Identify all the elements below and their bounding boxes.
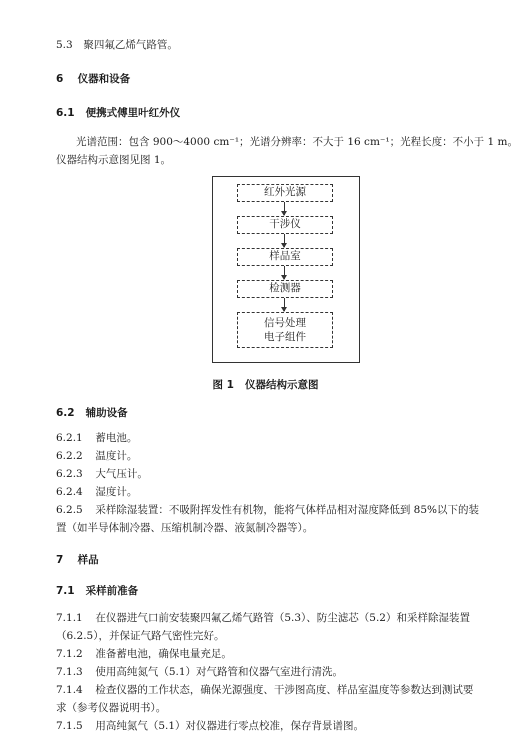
heading-number: 6.1: [56, 107, 75, 119]
box-detector: 检测器: [237, 280, 333, 298]
heading-number: 6: [56, 73, 64, 85]
heading-6-1: [56, 106, 180, 120]
clause-number: 6.2.1: [56, 432, 83, 444]
clause-number: 6.2.2: [56, 450, 83, 462]
figure-caption: [0, 377, 531, 392]
heading-text: 便携式傅里叶红外仪: [85, 107, 181, 119]
clause-6-2-5-cont: 置（如半导体制冷器、压缩机制冷器、液氮制冷器等）。: [56, 522, 314, 534]
paragraph-spectrum-specs: 光谱范围：包含 900～4000 cm⁻¹；光谱分辨率：不大于 16 cm⁻¹；光程长度：不小于 1 m。: [76, 136, 518, 148]
clause-number: 6.2.5: [56, 504, 83, 516]
clause-text: 在仪器进气口前安装聚四氟乙烯气路管（5.3）、防尘滤芯（5.2）和采样除湿装置: [95, 612, 470, 624]
clause-text: 大气压计。: [95, 468, 148, 480]
box-signal-line-2: 电子组件: [264, 331, 306, 343]
clause-text: 检查仪器的工作状态，确保光源强度、干涉图高度、样品室温度等参数达到测试要: [95, 684, 474, 696]
clause-7-1-5: [56, 719, 364, 733]
clause-number: 5.3: [56, 39, 73, 51]
clause-6-2-4: [56, 485, 137, 499]
clause-6-2-5: [56, 503, 479, 517]
clause-text: 蓄电池。: [95, 432, 138, 444]
arrow-down-icon: [284, 202, 285, 215]
clause-number: 7.1.3: [56, 666, 83, 678]
clause-number: 6.2.4: [56, 486, 83, 498]
clause-7-1-4-cont: 求（参考仪器说明书）。: [56, 702, 167, 714]
heading-text: 仪器和设备: [77, 73, 131, 85]
clause-text: 采样除湿装置：不吸附挥发性有机物，能将气体样品相对湿度降低到 85%以下的装: [95, 504, 480, 516]
heading-6: [56, 72, 130, 86]
clause-number: 7.1.5: [56, 720, 83, 732]
heading-6-2: [56, 406, 128, 420]
clause-number: 7.1.2: [56, 648, 83, 660]
clause-7-1-2: [56, 647, 232, 661]
clause-7-1-1: [56, 611, 470, 625]
clause-text: 聚四氟乙烯气路管。: [83, 39, 178, 51]
clause-text: 用高纯氮气（5.1）对仪器进行零点校准，保存背景谱图。: [95, 720, 365, 732]
box-ir-source: 红外光源: [237, 184, 333, 202]
clause-7-1-3: [56, 665, 343, 679]
heading-7: [56, 553, 99, 567]
heading-number: 7.1: [56, 585, 75, 597]
heading-number: 6.2: [56, 407, 75, 419]
figure-1-diagram: [212, 176, 360, 363]
box-signal-processing: [237, 312, 333, 348]
arrow-down-icon: [284, 234, 285, 247]
heading-number: 7: [56, 554, 64, 566]
clause-6-2-1: [56, 431, 137, 445]
caption-number: 图 1: [212, 379, 234, 391]
clause-number: 7.1.1: [56, 612, 83, 624]
clause-6-2-3: [56, 467, 148, 481]
arrow-down-icon: [284, 298, 285, 311]
clause-6-2-2: [56, 449, 137, 463]
clause-text: 湿度计。: [95, 486, 138, 498]
box-signal-line-1: 信号处理: [264, 317, 306, 329]
box-sample-chamber: 样品室: [237, 248, 333, 266]
heading-7-1: [56, 584, 138, 598]
clause-text: 使用高纯氮气（5.1）对气路管和仪器气室进行清洗。: [95, 666, 344, 678]
arrow-down-icon: [284, 266, 285, 279]
clause-5-3: [56, 38, 178, 52]
clause-text: 准备蓄电池，确保电量充足。: [95, 648, 232, 660]
heading-text: 样品: [77, 554, 99, 566]
caption-text: 仪器结构示意图: [244, 379, 319, 391]
clause-7-1-1-cont: （6.2.5），并保证气路气密性完好。: [56, 630, 225, 642]
paragraph-figure-ref: 仪器结构示意图见图 1。: [56, 154, 172, 166]
clause-number: 6.2.3: [56, 468, 83, 480]
clause-7-1-4: [56, 683, 473, 697]
heading-text: 采样前准备: [85, 585, 139, 597]
box-interferometer: 干涉仪: [237, 216, 333, 234]
heading-text: 辅助设备: [85, 407, 128, 419]
clause-text: 温度计。: [95, 450, 138, 462]
clause-number: 7.1.4: [56, 684, 83, 696]
